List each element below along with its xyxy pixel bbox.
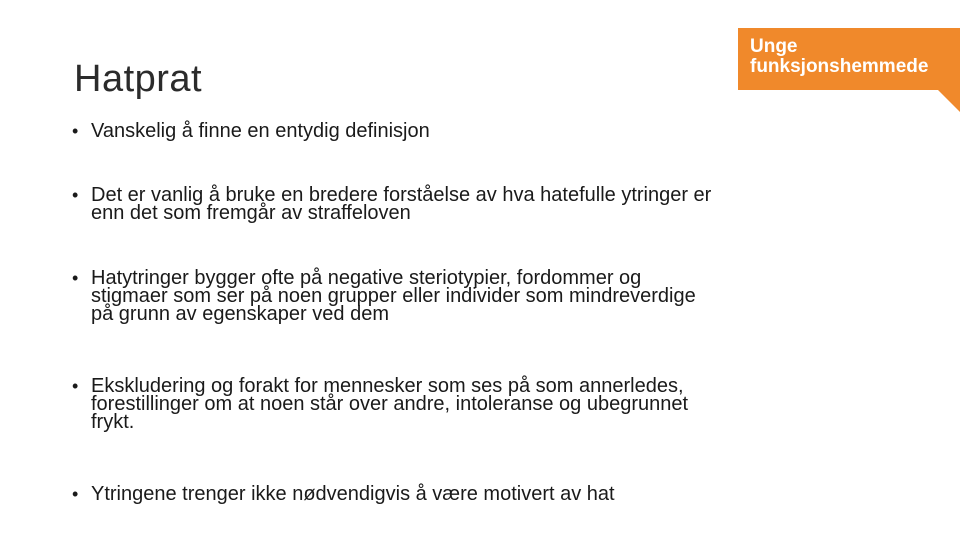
bullet-item	[72, 485, 615, 503]
bullet-line: på grunn av egenskaper ved dem	[91, 303, 389, 325]
bullet-marker: •	[72, 185, 79, 205]
bullet-item	[72, 269, 696, 323]
bullet-line: enn det som fremgår av straffeloven	[91, 202, 411, 224]
logo-text-line-2: funksjonshemmede	[750, 56, 929, 77]
bullet-line: forestillinger om at noen står over andre, intoleranse og ubegrunnet	[91, 393, 689, 415]
organization-logo	[738, 28, 960, 110]
bullet-marker: •	[72, 121, 79, 141]
bullet-item	[72, 186, 711, 222]
bullet-item	[72, 122, 430, 140]
slide-title: Hatprat	[74, 58, 203, 100]
bullet-line: Hatytringer bygger ofte på negative steriotypier, fordommer og	[91, 267, 642, 289]
logo-text-line-1: Unge	[750, 36, 798, 57]
logo-speech-tail	[938, 90, 960, 112]
bullet-line: Det er vanlig å bruke en bredere forståelse av hva hatefulle ytringer er	[91, 184, 712, 206]
bullet-item	[72, 377, 688, 431]
bullet-line: frykt.	[91, 411, 135, 433]
bullet-marker: •	[72, 268, 79, 288]
bullet-marker: •	[72, 376, 79, 396]
bullet-line: stigmaer som ser på noen grupper eller individer som mindreverdige	[91, 285, 696, 307]
bullet-marker: •	[72, 484, 79, 504]
bullet-line: Vanskelig å finne en entydig definisjon	[91, 120, 430, 142]
bullet-line: Ekskludering og forakt for mennesker som ses på som annerledes,	[91, 375, 684, 397]
bullet-line: Ytringene trenger ikke nødvendigvis å være motivert av hat	[91, 483, 615, 505]
